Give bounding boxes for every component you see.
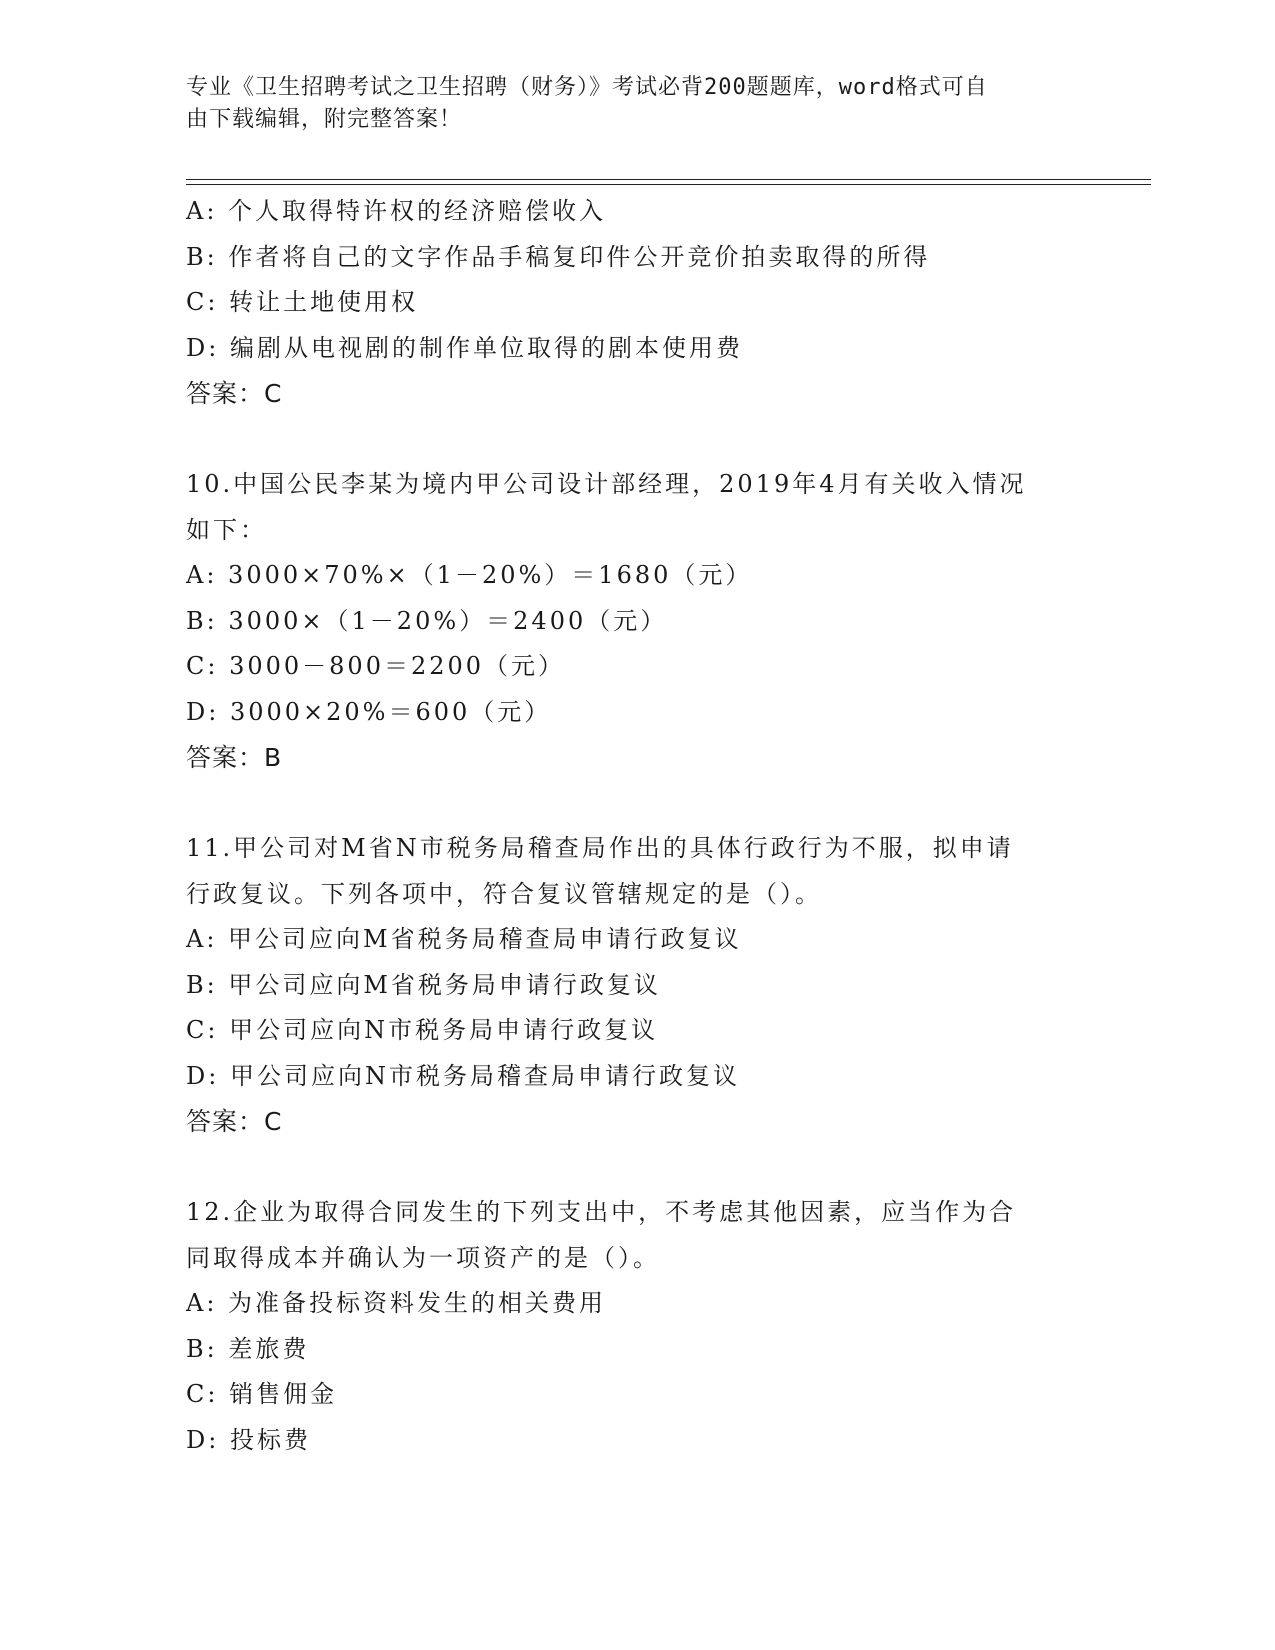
option-c: C: 甲公司应向N市税务局申请行政复议: [186, 1016, 659, 1044]
option-d: D: 3000×20%＝600（元）: [186, 697, 552, 726]
option-a: A: 甲公司应向M省税务局稽查局申请行政复议: [186, 925, 742, 953]
question-stem-line-1: 12.企业为取得合同发生的下列支出中，不考虑其他因素，应当作为合: [186, 1198, 1017, 1226]
spacer: [186, 1145, 1086, 1191]
question-stem-line-2: 行政复议。下列各项中，符合复议管辖规定的是（）。: [186, 879, 822, 908]
option-c: C: 3000－800＝2200（元）: [186, 652, 566, 680]
option-c: C: 销售佣金: [186, 1380, 338, 1408]
option-c: C: 转让土地使用权: [186, 288, 419, 316]
question-stem-line-2: 同取得成本并确认为一项资产的是（）。: [186, 1243, 660, 1272]
option-d: D: 编剧从电视剧的制作单位取得的剧本使用费: [186, 333, 743, 362]
option-a: A: 个人取得特许权的经济赔偿收入: [186, 197, 607, 225]
answer: 答案：C: [186, 1107, 283, 1136]
option-d: D: 甲公司应向N市税务局稽查局申请行政复议: [186, 1061, 740, 1090]
question-11: [186, 826, 1086, 1145]
question-10: [186, 462, 1086, 781]
header-divider-bottom: [186, 184, 1151, 185]
option-d: D: 投标费: [186, 1425, 311, 1454]
option-b: B: 差旅费: [186, 1334, 310, 1363]
option-b: B: 3000×（1－20%）＝2400（元）: [186, 606, 668, 635]
question-12: [186, 1190, 1086, 1463]
header-line-1: 专业《卫生招聘考试之卫生招聘（财务）》考试必背200题题库，word格式可自: [186, 75, 988, 100]
document-header: [186, 72, 1066, 136]
option-b: B: 甲公司应向M省税务局申请行政复议: [186, 970, 661, 999]
answer: 答案：C: [186, 379, 283, 408]
option-b: B: 作者将自己的文字作品手稿复印件公开竞价拍卖取得的所得: [186, 242, 931, 271]
question-stem-line-1: 10.中国公民李某为境内甲公司设计部经理，2019年4月有关收入情况: [186, 470, 1027, 498]
spacer: [186, 417, 1086, 463]
header-divider-top: [186, 179, 1151, 180]
header-line-2: 由下载编辑，附完整答案！: [186, 107, 463, 132]
question-list: [186, 189, 1086, 1463]
question-stem-line-1: 11.甲公司对M省N市税务局稽查局作出的具体行政行为不服，拟申请: [186, 834, 1014, 862]
spacer: [186, 781, 1086, 827]
question-9: [186, 189, 1086, 417]
question-stem-line-2: 如下：: [186, 515, 267, 544]
answer: 答案：B: [186, 743, 283, 772]
option-a: A: 为准备投标资料发生的相关费用: [186, 1289, 607, 1317]
option-a: A: 3000×70%×（1－20%）＝1680（元）: [186, 561, 753, 589]
